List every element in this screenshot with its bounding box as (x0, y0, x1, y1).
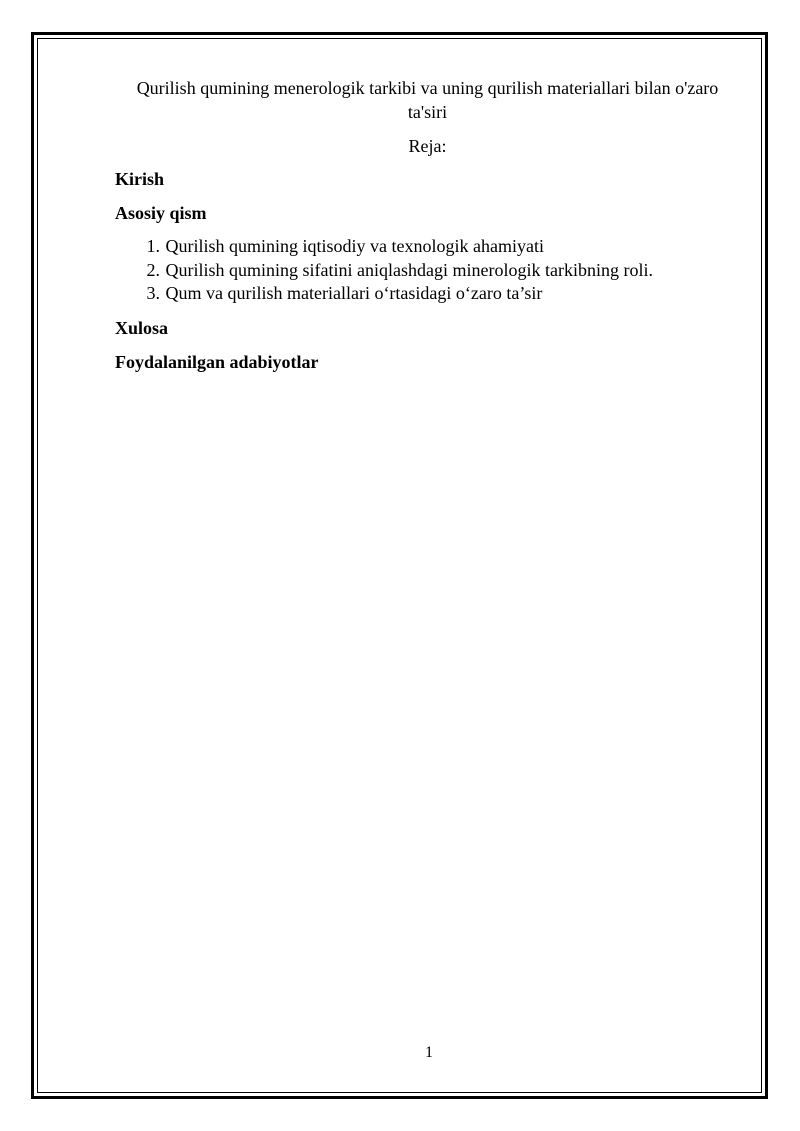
list-item (115, 235, 653, 259)
list-item-number: 3. (146, 283, 160, 303)
list-item-text: Qum va qurilish materiallari o‘rtasidagi o‘zaro ta’sir (165, 283, 543, 303)
list-item-text: Qurilish qumining iqtisodiy va texnologik ahamiyati (165, 236, 544, 256)
main-section-list (115, 235, 653, 306)
page-number: 1 (425, 1044, 433, 1061)
plan-label: Reja: (408, 136, 447, 156)
list-item-text: Qurilish qumining sifatini aniqlashdagi minerologik tarkibning roli. (165, 259, 653, 280)
list-item (115, 259, 653, 283)
page-border-inner (37, 38, 762, 1093)
section-main-heading: Asosiy qism (115, 203, 207, 223)
list-item-number: 1. (146, 236, 160, 256)
section-conclusion-heading: Xulosa (115, 318, 169, 338)
document-title: Qurilish qumining menerologik tarkibi va uning qurilish materiallari bilan o'zaro ta'siri (136, 78, 719, 122)
section-intro-heading: Kirish (115, 169, 165, 189)
section-references-heading: Foydalanilgan adabiyotlar (115, 352, 319, 372)
list-item-number: 2. (146, 259, 160, 280)
list-item (115, 282, 653, 306)
